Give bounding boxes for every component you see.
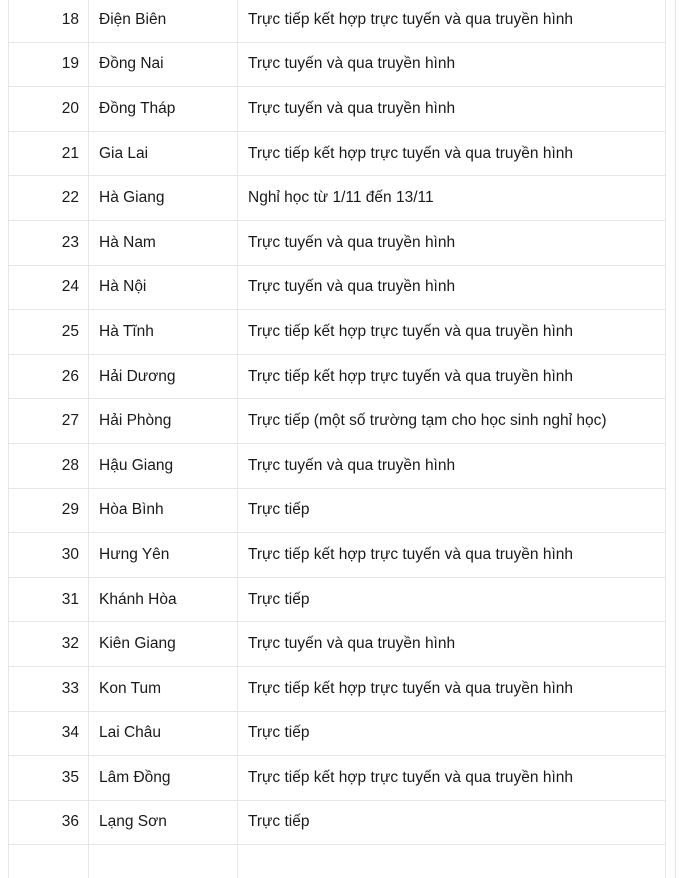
learning-mode: Nghỉ học từ 1/11 đến 13/11	[238, 176, 666, 221]
cell-empty	[238, 845, 666, 878]
row-number: 36	[9, 800, 89, 845]
table-row	[9, 399, 666, 444]
province-name: Đồng Nai	[89, 42, 238, 87]
table-body	[9, 0, 666, 878]
learning-mode: Trực tiếp kết hợp trực tuyến và qua truyền hình	[238, 354, 666, 399]
row-number: 22	[9, 176, 89, 221]
learning-mode: Trực tiếp kết hợp trực tuyến và qua truyền hình	[238, 666, 666, 711]
province-name: Lạng Sơn	[89, 800, 238, 845]
learning-mode: Trực tiếp	[238, 800, 666, 845]
table-row	[9, 622, 666, 667]
table-row	[9, 87, 666, 132]
row-number: 27	[9, 399, 89, 444]
learning-mode: Trực tiếp kết hợp trực tuyến và qua truyền hình	[238, 533, 666, 578]
learning-mode: Trực tuyến và qua truyền hình	[238, 443, 666, 488]
province-schooling-table	[8, 0, 666, 878]
learning-mode: Trực tiếp	[238, 488, 666, 533]
row-number: 18	[9, 0, 89, 42]
province-name: Hà Giang	[89, 176, 238, 221]
table-row	[9, 265, 666, 310]
learning-mode: Trực tuyến và qua truyền hình	[238, 220, 666, 265]
table-row	[9, 42, 666, 87]
province-name: Điện Biên	[89, 0, 238, 42]
province-name: Hà Nội	[89, 265, 238, 310]
row-number: 34	[9, 711, 89, 756]
learning-mode: Trực tiếp kết hợp trực tuyến và qua truyền hình	[238, 0, 666, 42]
row-number: 23	[9, 220, 89, 265]
table-row	[9, 577, 666, 622]
learning-mode: Trực tiếp	[238, 577, 666, 622]
learning-mode: Trực tuyến và qua truyền hình	[238, 622, 666, 667]
learning-mode: Trực tuyến và qua truyền hình	[238, 87, 666, 132]
row-number: 19	[9, 42, 89, 87]
table-row	[9, 131, 666, 176]
learning-mode: Trực tiếp kết hợp trực tuyến và qua truyền hình	[238, 310, 666, 355]
row-number: 29	[9, 488, 89, 533]
province-name: Hà Tĩnh	[89, 310, 238, 355]
cell-empty	[89, 845, 238, 878]
learning-mode: Trực tuyến và qua truyền hình	[238, 265, 666, 310]
learning-mode: Trực tuyến và qua truyền hình	[238, 42, 666, 87]
table-row	[9, 220, 666, 265]
province-name: Gia Lai	[89, 131, 238, 176]
province-name: Hải Phòng	[89, 399, 238, 444]
row-number: 20	[9, 87, 89, 132]
row-number: 21	[9, 131, 89, 176]
row-number: 28	[9, 443, 89, 488]
province-name: Khánh Hòa	[89, 577, 238, 622]
learning-mode: Trực tiếp kết hợp trực tuyến và qua truyền hình	[238, 756, 666, 801]
row-number: 35	[9, 756, 89, 801]
province-name: Lâm Đồng	[89, 756, 238, 801]
row-number: 26	[9, 354, 89, 399]
province-name: Đồng Tháp	[89, 87, 238, 132]
table-row	[9, 443, 666, 488]
learning-mode: Trực tiếp (một số trường tạm cho học sinh nghỉ học)	[238, 399, 666, 444]
province-name: Kon Tum	[89, 666, 238, 711]
page-right-border	[675, 0, 676, 878]
row-number: 33	[9, 666, 89, 711]
row-number: 32	[9, 622, 89, 667]
row-number: 31	[9, 577, 89, 622]
row-number: 30	[9, 533, 89, 578]
table-row	[9, 310, 666, 355]
province-name: Hải Dương	[89, 354, 238, 399]
province-name: Kiên Giang	[89, 622, 238, 667]
province-name: Hòa Bình	[89, 488, 238, 533]
table-row	[9, 711, 666, 756]
table-row-partial	[9, 845, 666, 878]
row-number: 25	[9, 310, 89, 355]
province-name: Lai Châu	[89, 711, 238, 756]
table-row	[9, 533, 666, 578]
table-row	[9, 756, 666, 801]
province-name: Hưng Yên	[89, 533, 238, 578]
cell-empty	[9, 845, 89, 878]
table-row	[9, 0, 666, 42]
table-row	[9, 488, 666, 533]
table-row	[9, 176, 666, 221]
table-row	[9, 354, 666, 399]
table-row	[9, 666, 666, 711]
province-name: Hậu Giang	[89, 443, 238, 488]
province-name: Hà Nam	[89, 220, 238, 265]
learning-mode: Trực tiếp kết hợp trực tuyến và qua truyền hình	[238, 131, 666, 176]
learning-mode: Trực tiếp	[238, 711, 666, 756]
table-row	[9, 800, 666, 845]
row-number: 24	[9, 265, 89, 310]
